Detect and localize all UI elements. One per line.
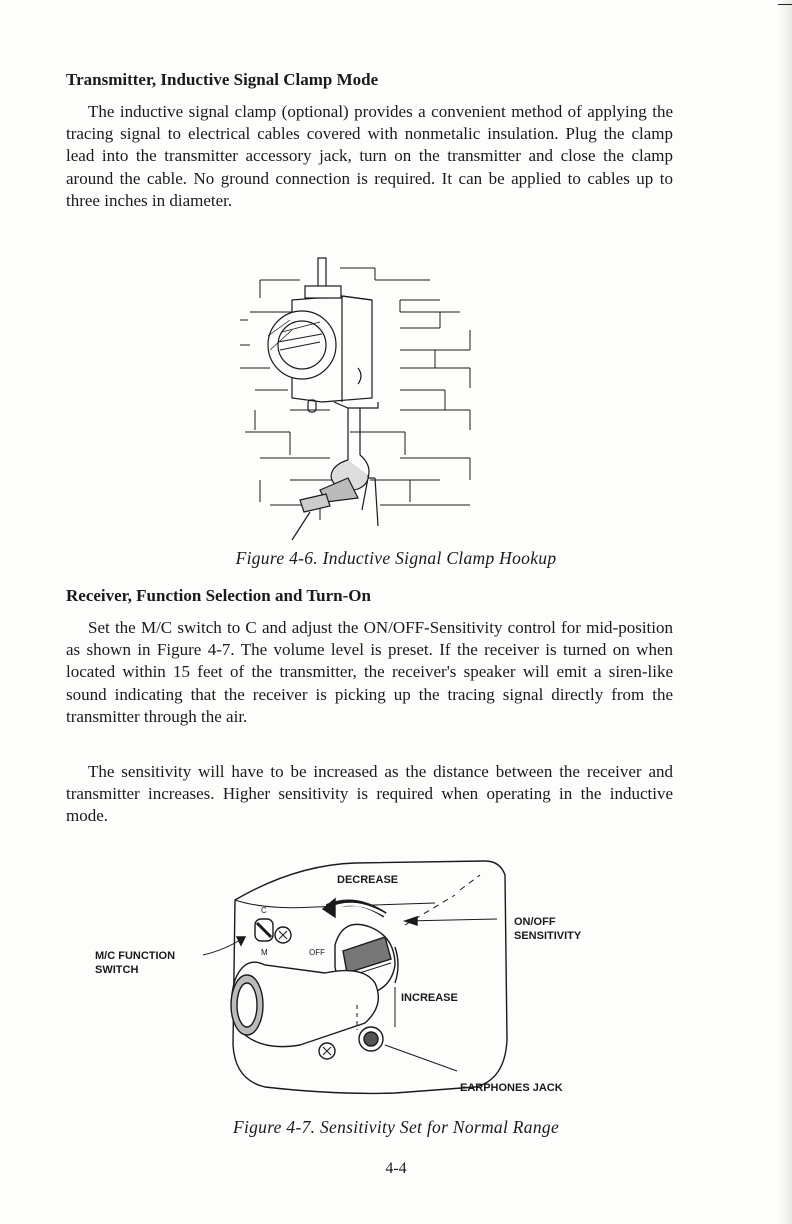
label-earphones-jack: EARPHONES JACK	[460, 1082, 563, 1094]
label-switch-m: M	[261, 948, 268, 957]
label-mc-function: M/C FUNCTION	[95, 950, 176, 962]
paragraph-sensitivity: The sensitivity will have to be increased as the distance between the receiver and transmitter increases. Higher sensitivity is required when operating in the inductive mode.	[66, 762, 673, 826]
paragraph-inductive-clamp: The inductive signal clamp (optional) provides a convenient method of applying the tracing signal to electrical cables covered with nonmetalic insulation. Plug the clamp lead into the transmitter accessory jack, turn on the transmitter and close the clamp around the cable. No ground connection is required. It can be applied to cables up to three inches in diameter.	[66, 102, 673, 210]
section-heading-receiver: Receiver, Function Selection and Turn-On	[66, 586, 371, 605]
label-switch: SWITCH	[95, 964, 139, 976]
label-increase: INCREASE	[401, 992, 458, 1004]
earphones-jack	[359, 1027, 383, 1051]
page-edge-mark	[778, 4, 792, 5]
mc-function-switch	[255, 919, 273, 941]
transmitter-box	[268, 258, 378, 412]
figure-inductive-clamp-hookup	[230, 250, 480, 535]
figure-caption-4-6: Figure 4-6. Inductive Signal Clamp Hookup	[235, 548, 557, 568]
figure-receiver-controls	[95, 855, 615, 1105]
label-off: OFF	[309, 948, 325, 957]
page-number: 4-4	[385, 1160, 407, 1177]
page-edge-shadow	[778, 0, 792, 1224]
label-switch-c: C	[261, 906, 267, 915]
section-heading-transmitter: Transmitter, Inductive Signal Clamp Mode	[66, 70, 379, 89]
figure-caption-4-7: Figure 4-7. Sensitivity Set for Normal Range	[232, 1117, 560, 1137]
label-sensitivity: SENSITIVITY	[514, 930, 582, 942]
label-on-off: ON/OFF	[514, 916, 556, 928]
cable-and-clamp	[292, 408, 378, 540]
paragraph-function-selection: Set the M/C switch to C and adjust the ON/OFF-Sensitivity control for mid-position as shown in Figure 4-7. The volume level is preset. If the receiver is turned on when located within 15 feet of the transmitter, the receiver's speaker will emit a siren-like sound indicating that the receiver is picking up the tracing signal directly from the transmitter through the air.	[66, 618, 673, 726]
label-decrease: DECREASE	[337, 874, 399, 886]
